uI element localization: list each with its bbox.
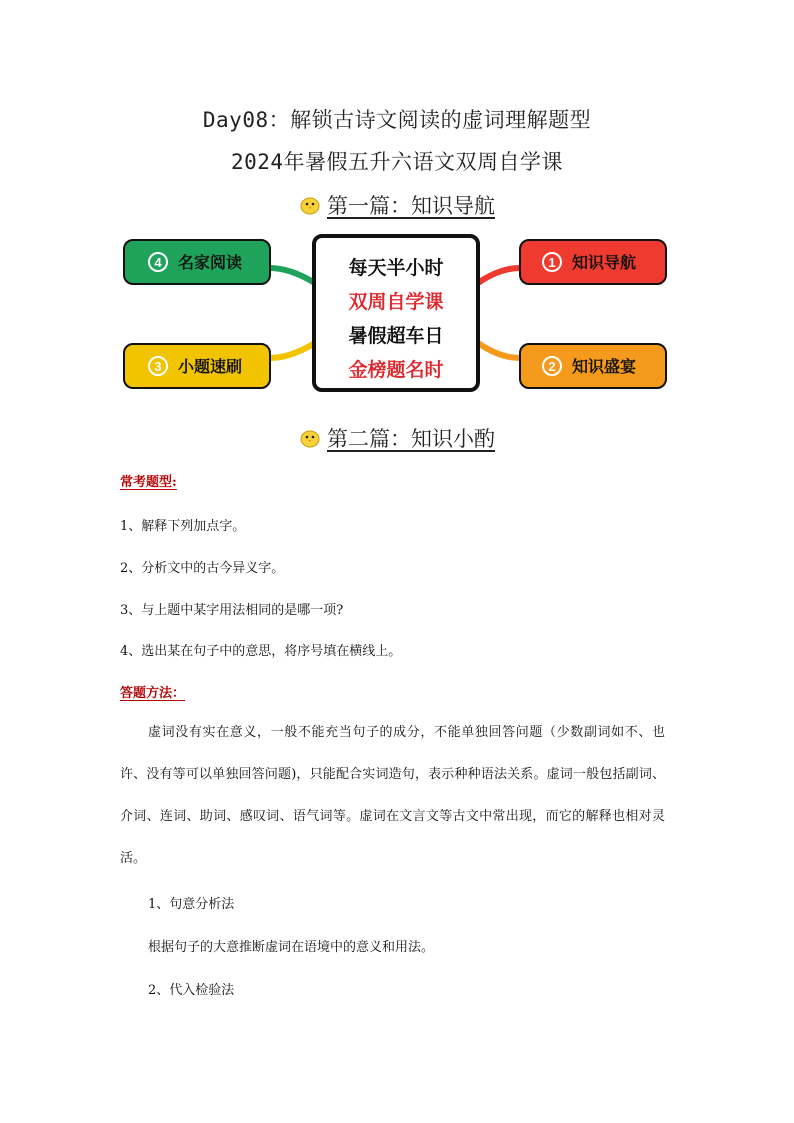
box-top-right [520,240,666,284]
label-common-question-types: 常考题型: [120,475,177,490]
chick-icon [299,195,321,215]
box-label: 小题速刷 [178,357,243,376]
box-label: 知识盛宴 [572,357,637,376]
question-item: 1、解释下列加点字。 [120,519,246,534]
box-label: 知识导航 [572,253,637,272]
section-heading-part2 [0,423,794,453]
section-heading-text: 第一篇：知识导航 [327,194,495,218]
center-line-3: 暑假超车日 [348,325,444,347]
box-bottom-right [520,344,666,388]
question-item: 2、分析文中的古今异义字。 [120,561,285,576]
section-heading-text: 第二篇：知识小酌 [327,427,495,451]
document-title: Day08：解锁古诗文阅读的虚词理解题型 [202,108,592,132]
connector-bottom-right [478,343,520,358]
chick-icon [299,428,321,448]
center-box [314,236,478,390]
connector-top-left [270,268,315,283]
connector-bottom-left [270,343,315,358]
question-item: 4、选出某在句子中的意思，将序号填在横线上。 [120,644,402,659]
box-bottom-left [124,344,270,388]
box-number: 2 [548,359,556,374]
method-1-title: 1、句意分析法 [148,897,235,912]
box-label: 名家阅读 [178,253,243,272]
box-number: 1 [548,255,556,270]
mindmap-diagram [120,228,672,398]
method-1-description: 根据句子的大意推断虚词在语境中的意义和用法。 [148,940,435,955]
center-line-2: 双周自学课 [348,291,444,313]
section-heading-part1 [0,190,794,220]
method-2-title: 2、代入检验法 [148,983,235,998]
box-number: 4 [154,255,162,270]
center-line-1: 每天半小时 [348,257,444,279]
label-answer-method: 答题方法： [120,686,186,701]
question-item: 3、与上题中某字用法相同的是哪一项? [120,603,344,618]
method-paragraph: 虚词没有实在意义，一般不能充当句子的成分，不能单独回答问题（少数副词如不、也许、没有等可以单独回答问题)，只能配合实词造句，表示种种语法关系。虚词一般包括副词、介词、连词、助词、感叹词、语气词等。虚词在文言文等古文中常出现，而它的解释也相对灵活。 [120,725,665,866]
document-subtitle: 2024年暑假五升六语文双周自学课 [230,150,564,174]
center-line-4: 金榜题名时 [348,359,444,381]
connector-top-right [478,268,520,283]
box-top-left [124,240,270,284]
box-number: 3 [154,359,162,374]
